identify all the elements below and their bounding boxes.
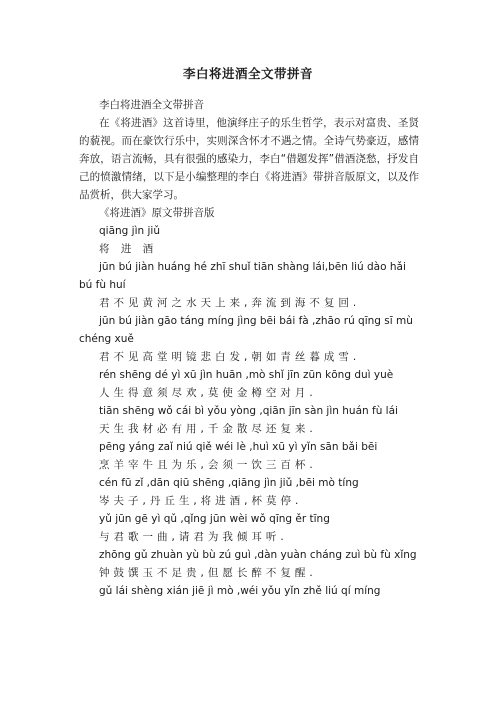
hanzi-line: 天生我材必有用,千金散尽还复来.: [99, 423, 317, 435]
hanzi-line: 钟鼓馔玉不足贵,但愿长醉不复醒.: [99, 567, 317, 579]
section-label: 《将进酒》原文带拼音版: [99, 207, 215, 219]
hanzi-line: 君不见高堂明镜悲白发,朝如青丝暮成雪.: [99, 351, 361, 363]
hanzi-line: 君不见黄河之水天上来,奔流到海不复回.: [99, 297, 361, 309]
pinyin-line: yǔ jūn gē yì qǔ ,qǐng jūn wèi wǒ qīng ěr tīng: [99, 513, 330, 525]
pinyin-line: jūn bú jiàn gāo táng míng jìng bēi bái fà ,zhāo rú qīng sī mù chéng xuě: [79, 315, 413, 345]
pinyin-line: zhōng gǔ zhuàn yù bù zú guì ,dàn yuàn cháng zuì bù fù xǐng: [99, 549, 417, 561]
pinyin-line: pēng yáng zaǐ niú qiě wéi lè ,huì xū yì yǐn sān bǎi bēi: [99, 441, 378, 453]
document-body: [79, 96, 419, 600]
hanzi-line: 岑夫子,丹丘生,将进酒,杯莫停.: [99, 495, 303, 507]
hanzi-line: 人生得意须尽欢,莫使金樽空对月.: [99, 387, 317, 399]
pinyin-line: qiāng jìn jiǔ: [99, 225, 160, 237]
pinyin-line: gǔ lái shèng xián jiē jì mò ,wéi yǒu yǐn zhě liú qí míng: [99, 585, 381, 597]
hanzi-line: 与君歌一曲,请君为我倾耳听.: [99, 531, 288, 543]
intro-paragraph: 在《将进酒》这首诗里，他演绎庄子的乐生哲学，表示对富贵、圣贤的藐视。而在豪饮行乐中，实则深含怀才不遇之情。全诗气势豪迈，感情奔放，语言流畅，具有很强的感染力，李白“借题发挥”借酒浇愁，抒发自己的愤激情绪，以下是小编整理的李白《将进酒》带拼音版原文，以及作品赏析，供大家学习。: [79, 117, 419, 201]
pinyin-line: jūn bú jiàn huáng hé zhī shuǐ tiān shàng lái,bēn liú dào hǎi bú fù huí: [79, 261, 406, 291]
document-title: 李白将进酒全文带拼音: [182, 66, 313, 81]
pinyin-line: cén fū zǐ ,dān qiū shēng ,qiāng jìn jiǔ ,bēi mò tíng: [99, 477, 359, 489]
hanzi-line: 将 进 酒: [99, 243, 158, 255]
pinyin-line: tiān shēng wǒ cái bì yǒu yòng ,qiān jīn sàn jìn huán fù lái: [99, 405, 398, 417]
pinyin-line: rén shēng dé yì xū jìn huān ,mò shǐ jīn zūn kōng duì yuè: [99, 369, 394, 381]
subtitle: 李白将进酒全文带拼音: [99, 99, 204, 111]
hanzi-line: 烹羊宰牛且为乐,会须一饮三百杯.: [99, 459, 317, 471]
